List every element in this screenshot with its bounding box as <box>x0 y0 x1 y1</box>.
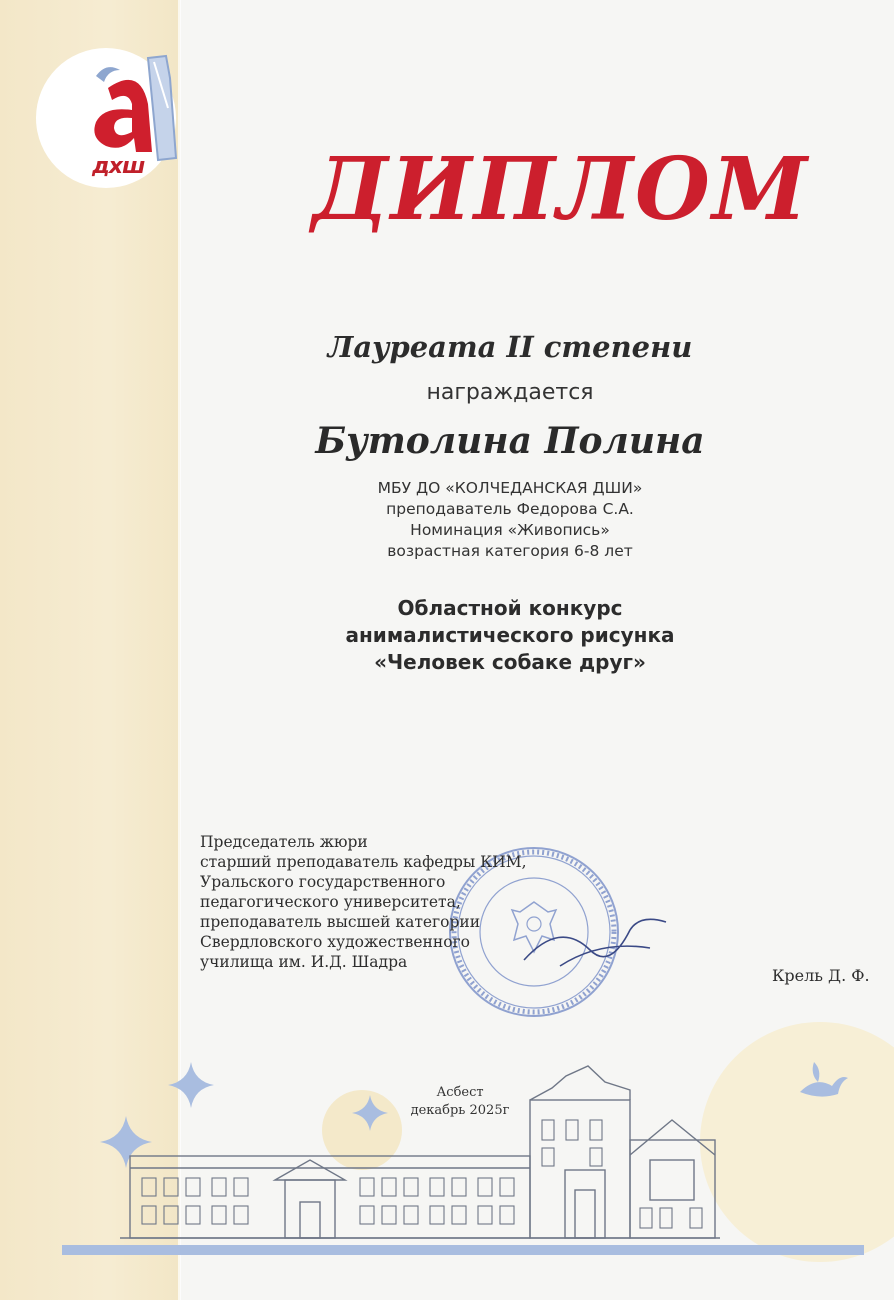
awarded-label: награждается <box>426 380 594 405</box>
contest-line-2: анималистического рисунка <box>345 623 675 647</box>
footer-city: Асбест <box>436 1085 484 1100</box>
jury-line: преподаватель высшей категории <box>200 913 481 931</box>
jury-line: Уральского государственного <box>200 873 446 891</box>
logo-abbreviation: дхш <box>92 154 145 179</box>
jury-line: педагогического университета, <box>200 893 461 911</box>
jury-signer-name: Крель Д. Ф. <box>772 966 870 985</box>
recipient-name: Бутолина Полина <box>315 420 705 462</box>
contest-line-3: «Человек собаке друг» <box>374 650 646 674</box>
award-degree: Лауреата II степени <box>327 330 693 364</box>
jury-line: училища им. И.Д. Шадра <box>200 953 408 971</box>
nomination-line: Номинация «Живопись» <box>410 521 610 539</box>
footer-accent-bar <box>62 1245 864 1255</box>
diploma-title: ДИПЛОМ <box>312 139 810 240</box>
institution-line: МБУ ДО «КОЛЧЕДАНСКАЯ ДШИ» <box>377 479 643 497</box>
bird-icon <box>796 1056 852 1102</box>
age-category-line: возрастная категория 6-8 лет <box>387 542 633 560</box>
footer-date: декабрь 2025г <box>410 1103 510 1118</box>
jury-line: Свердловского художественного <box>200 933 470 951</box>
contest-line-1: Областной конкурс <box>397 596 623 620</box>
school-building-illustration <box>120 1060 720 1245</box>
jury-chair-block <box>200 832 560 972</box>
teacher-line: преподаватель Федорова С.А. <box>386 500 634 518</box>
jury-line: старший преподаватель кафедры КИМ, <box>200 853 527 871</box>
jury-line: Председатель жюри <box>200 833 368 851</box>
